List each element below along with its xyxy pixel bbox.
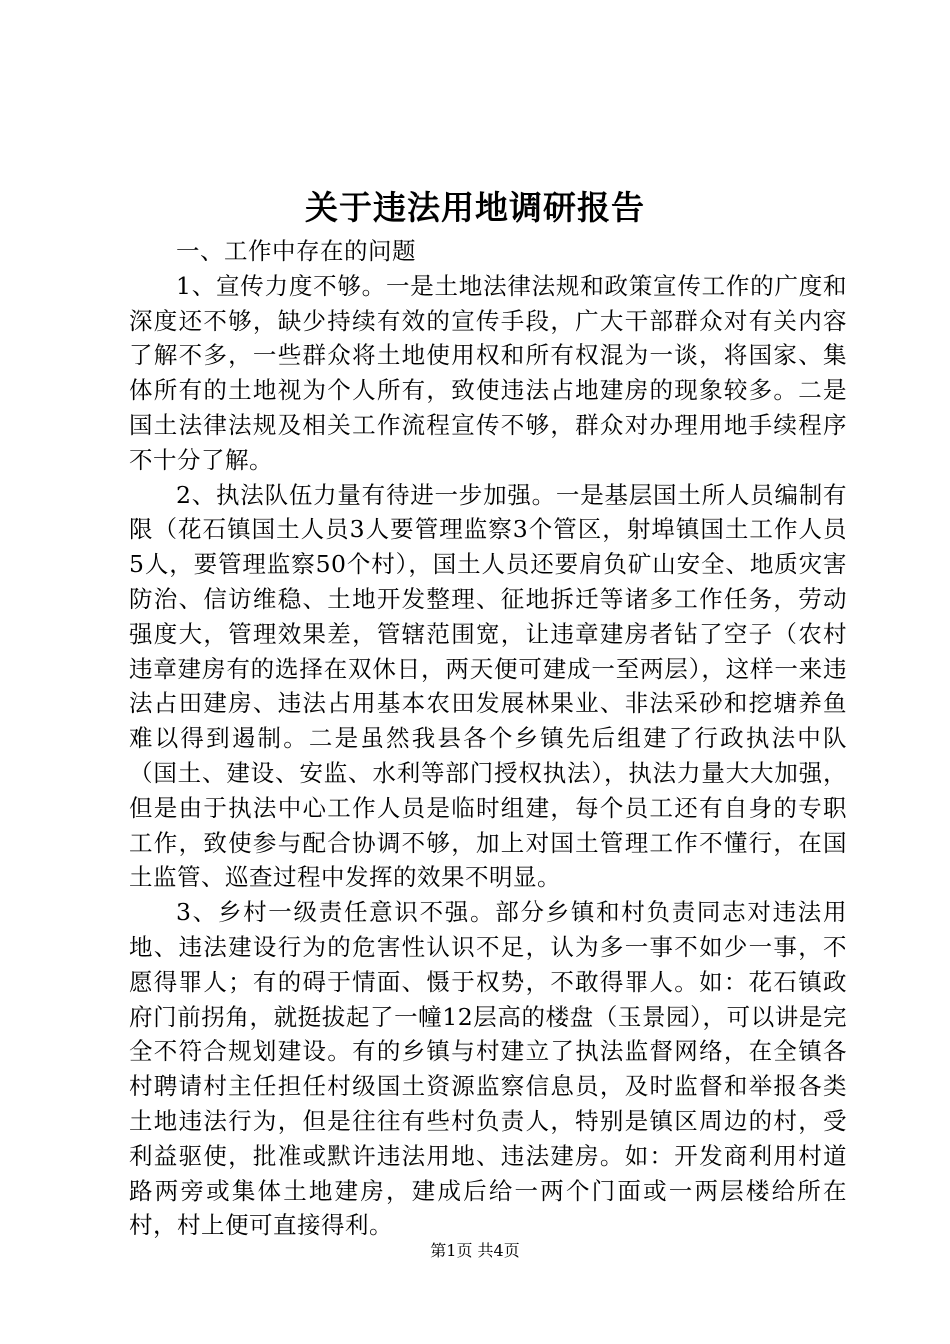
section-heading: 一、工作中存在的问题 — [176, 237, 416, 265]
paragraph-2: 2、执法队伍力量有待进一步加强。一是基层国土所人员编制有限（花石镇国土人员3人要管理监察3个管区，射埠镇国土工作人员5人，要管理监察50个村），国土人员还要肩负矿山安全、地质灾害防治、信访维稳、土地开发整理、征地拆迁等诸多工作任务，劳动强度大，管理效果差，管辖范围宽，让违章建房者钻了空子（农村违章建房有的选择在双休日，两天便可建成一至两层），这样一来违法占田建房、违法占用基本农田发展林果业、非法采砂和挖塘养鱼难以得到遏制。二是虽然我县各个乡镇先后组建了行政执法中队（国土、建设、安监、水利等部门授权执法），执法力量大大加强，但是由于执法中心工作人员是临时组建，每个员工还有自身的专职工作，致使参与配合协调不够，加上对国土管理工作不懂行，在国土监管、巡查过程中发挥的效果不明显。 — [129, 480, 847, 892]
document-title: 关于违法用地调研报告 — [305, 188, 645, 227]
paragraph-1: 1、宣传力度不够。一是土地法律法规和政策宣传工作的广度和深度还不够，缺少持续有效的宣传手段，广大干部群众对有关内容了解不多，一些群众将土地使用权和所有权混为一谈，将国家、集体所有的土地视为个人所有，致使违法占地建房的现象较多。二是国土法律法规及相关工作流程宣传不够，群众对办理用地手续程序不十分了解。 — [129, 271, 847, 474]
page-footer: 第1页 共4页 — [430, 1241, 520, 1260]
paragraph-3: 3、乡村一级责任意识不强。部分乡镇和村负责同志对违法用地、违法建设行为的危害性认识不足，认为多一事不如少一事，不愿得罪人；有的碍于情面、慑于权势，不敢得罪人。如：花石镇政府门前拐角，就挺拔起了一幢12层高的楼盘（玉景园），可以讲是完全不符合规划建设。有的乡镇与村建立了执法监督网络，在全镇各村聘请村主任担任村级国土资源监察信息员，及时监督和举报各类土地违法行为，但是往往有些村负责人，特别是镇区周边的村，受利益驱使，批准或默许违法用地、违法建房。如：开发商利用村道路两旁或集体土地建房，建成后给一两个门面或一两层楼给所在村，村上便可直接得利。 — [129, 898, 847, 1240]
document-body — [129, 234, 847, 1243]
